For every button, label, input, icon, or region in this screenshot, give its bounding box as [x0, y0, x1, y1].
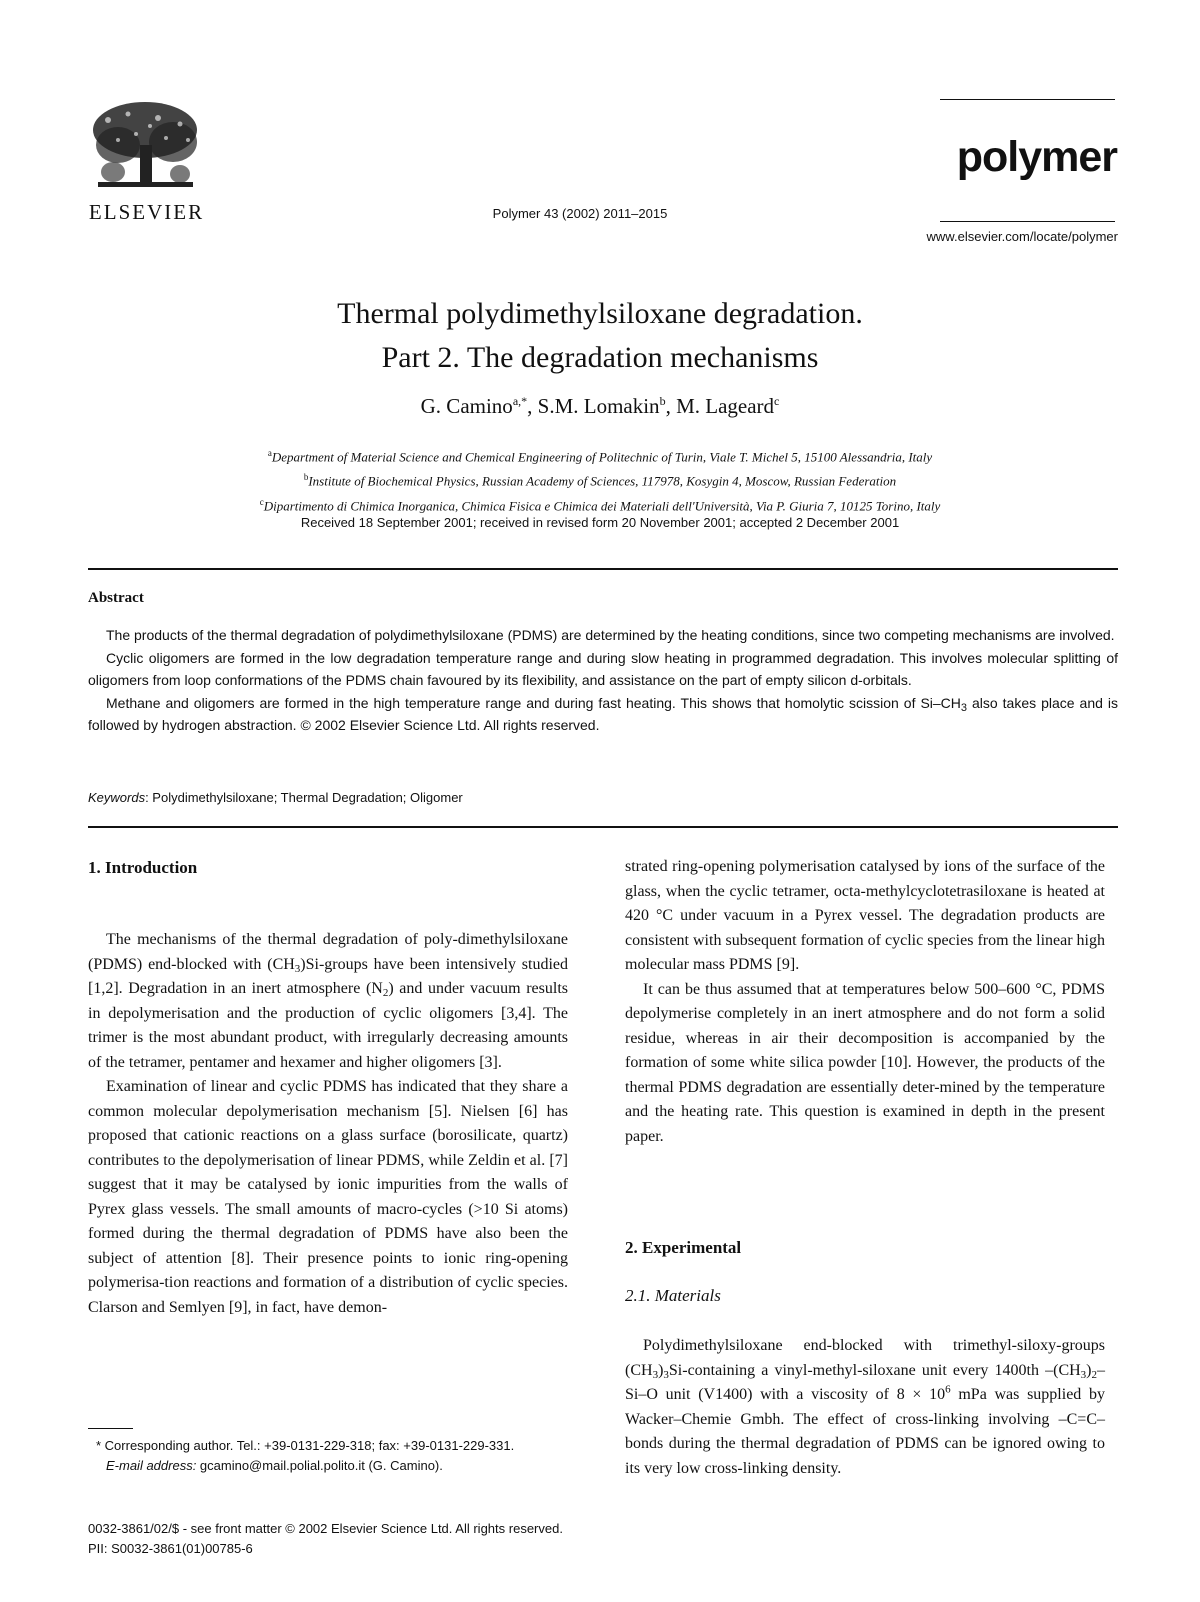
body-paragraph: It can be thus assumed that at temperatures below 500–600 °C, PDMS depolymerise completely in an inert atmosphere and do not form a solid residue, whereas in air their decomposition is accompanied by the formation of some white silica powder [10]. However, the products of the thermal PDMS degradation are essentially deter-mined by the temperature and the heating rate. This question is examined in depth in the present paper.: [625, 980, 1105, 1145]
subsection-heading-materials: 2.1. Materials: [625, 1286, 721, 1305]
author-list: [100, 394, 1100, 419]
text-run: )Si-groups have been intensively studied [1,2]. Degradation in an inert atmosphere (N: [88, 955, 568, 997]
abstract-paragraph: Cyclic oligomers are formed in the low degradation temperature range and during slow heating in programmed degradation. This involves molecular splitting of oligomers from loop conformations of the PDMS chain favoured by its flexibility, and assistance on the part of empty silicon d-orbitals.: [88, 649, 1118, 688]
body-paragraph: Examination of linear and cyclic PDMS has indicated that they share a common molecular depolymerisation mechanism [5]. Nielsen [6] has proposed that cationic reactions on a glass surface (borosilicate, quartz) contributes to the depolymerisation of linear PDMS, while Zeldin et al. [7] suggest that it may be catalysed by ionic impurities from the walls of Pyrex glass vessels. The small amounts of macro-cycles (>10 Si atoms) formed during the thermal degradation of PDMS have also been the subject of attention [8]. Their presence points to ionic ring-opening polymerisa-tion reactions and formation of a distribution of cyclic species. Clarson and Semlyen [9], in fact, have demon-: [88, 1078, 568, 1316]
subscript: 2: [1091, 1368, 1097, 1381]
abstract-body: [88, 624, 1118, 737]
pii-line: PII: S0032-3861(01)00785-6: [88, 1541, 253, 1556]
text-run: Methane and oligomers are formed in the high temperature range and during fast heating. This shows that homolytic scission of Si–CH: [106, 694, 961, 711]
right-column: [625, 855, 1105, 1149]
body-paragraph: [625, 1334, 1105, 1481]
affiliation-sup: b: [303, 472, 309, 483]
keywords-text: : Polydimethylsiloxane; Thermal Degradation; Oligomer: [145, 790, 463, 805]
subscript: 3: [294, 962, 301, 975]
elsevier-tree-logo: [88, 100, 203, 190]
keywords: [88, 790, 1118, 805]
affiliation-sup: a: [267, 448, 272, 458]
subscript: 3: [1080, 1368, 1087, 1381]
affiliation-a: [100, 443, 1100, 467]
journal-title: polymer: [956, 133, 1117, 181]
subscript: 2: [382, 987, 389, 999]
received-dates: Received 18 September 2001; received in revised form 20 November 2001; accepted 2 December 2001: [300, 515, 900, 530]
section-heading-introduction: 1. Introduction: [88, 858, 198, 877]
superscript: 6: [945, 1383, 951, 1396]
affiliation-text: Dipartimento di Chimica Inorganica, Chimica Fisica e Chimica dei Materiali dell'Università, Via P. Giuria 7, 10125 Torino, Italy: [263, 497, 941, 513]
affiliation-text: Department of Material Science and Chemical Engineering of Politechnic of Turin, Viale T. Michel 5, 15100 Alessandria, Italy: [271, 449, 933, 465]
corresponding-author-note: * Corresponding author. Tel.: +39-0131-229-318; fax: +39-0131-229-331.: [96, 1438, 515, 1453]
abstract-paragraph: The products of the thermal degradation of polydimethylsiloxane (PDMS) are determined by the heating conditions, since two competing mechanisms are involved.: [106, 627, 1115, 643]
text-run: Polydimethylsiloxane end-blocked with trimethyl-siloxy-groups (CH: [625, 1337, 1105, 1379]
text-run: ) and under vacuum results in depolymerisation and the production of cyclic oligomers [3,4]. The trimer is the most abundant product, with irregularly decreasing amounts of the tetramer, pentamer and hexamer and higher oligomers [3].: [88, 980, 569, 1071]
author-sup: c: [774, 394, 780, 408]
affiliation-sup: c: [259, 496, 264, 507]
text-run: Si-containing a vinyl-methyl-siloxane unit every 1400th –(CH: [668, 1361, 1081, 1379]
author-sup: a,*: [512, 394, 528, 408]
subscript: 3: [652, 1368, 659, 1381]
subscript: 3: [960, 701, 968, 714]
journal-url[interactable]: www.elsevier.com/locate/polymer: [926, 229, 1118, 244]
section-heading-experimental: 2. Experimental: [625, 1238, 742, 1257]
text-run: mPa was supplied by Wacker–Chemie Gmbh. The effect of cross-linking involving –C=C– bonds during the thermal degradation of PDMS can be ignored owing to its very low cross-linking density.: [625, 1386, 1106, 1477]
subscript: 3: [663, 1368, 669, 1381]
email-address[interactable]: gcamino@mail.polial.polito.it (G. Camino).: [196, 1458, 443, 1473]
author-separator: ,: [527, 394, 538, 418]
keywords-label: Keywords: [88, 790, 146, 805]
footnote: [88, 1436, 578, 1476]
right-column-materials: [625, 1334, 1105, 1481]
abstract-paragraph: [88, 692, 1118, 737]
text-run: ): [658, 1361, 664, 1379]
copyright-line: 0032-3861/02/$ - see front matter © 2002 Elsevier Science Ltd. All rights reserved.: [88, 1521, 563, 1536]
abstract-top-rule: [88, 568, 1118, 570]
author-name: G. Camino: [420, 394, 513, 418]
affiliation-c: [100, 492, 1100, 516]
left-column: [88, 928, 568, 1320]
author-name: S.M. Lomakin: [537, 394, 660, 418]
body-paragraph: strated ring-opening polymerisation catalysed by ions of the surface of the glass, when the cyclic tetramer, octa-methylcyclotetrasiloxane is heated at 420 °C under vacuum in a Pyrex vessel. The degradation products are consistent with subsequent formation of cyclic species from the linear high molecular mass PDMS [9].: [625, 858, 1105, 973]
author-separator: ,: [665, 394, 677, 418]
text-run: also takes place and is followed by hydrogen abstraction. © 2002 Elsevier Science Ltd. All rights reserved.: [88, 694, 1118, 733]
title-line-1: Thermal polydimethylsiloxane degradation.: [337, 297, 863, 330]
abstract-heading: Abstract: [88, 590, 144, 606]
affiliation-text: Institute of Biochemical Physics, Russian Academy of Sciences, 117978, Kosygin 4, Moscow, Russian Federation: [308, 473, 897, 489]
text-run: –Si–O unit (V1400) with a viscosity of 8 × 10: [625, 1361, 1105, 1403]
text-run: The mechanisms of the thermal degradation of poly-dimethylsiloxane (PDMS) end-blocked with (CH: [88, 931, 568, 973]
header-rule-top: [940, 99, 1115, 100]
email-note: [88, 1456, 578, 1476]
publisher-name: ELSEVIER: [88, 200, 205, 224]
header-rule-bottom: [940, 221, 1115, 222]
title-line-2: Part 2. The degradation mechanisms: [381, 341, 819, 374]
body-paragraph: [88, 928, 568, 1075]
abstract-bottom-rule: [88, 826, 1118, 828]
page-footer: [88, 1519, 788, 1559]
email-label: E-mail address:: [106, 1458, 197, 1473]
footnote-rule: [88, 1428, 133, 1429]
author-name: M. Lageard: [676, 394, 775, 418]
text-run: ): [1086, 1361, 1092, 1379]
journal-citation: Polymer 43 (2002) 2011–2015: [492, 206, 668, 221]
article-title: [100, 292, 1100, 380]
affiliation-b: [100, 467, 1100, 491]
affiliations: [100, 443, 1100, 516]
author-sup: b: [659, 394, 666, 408]
